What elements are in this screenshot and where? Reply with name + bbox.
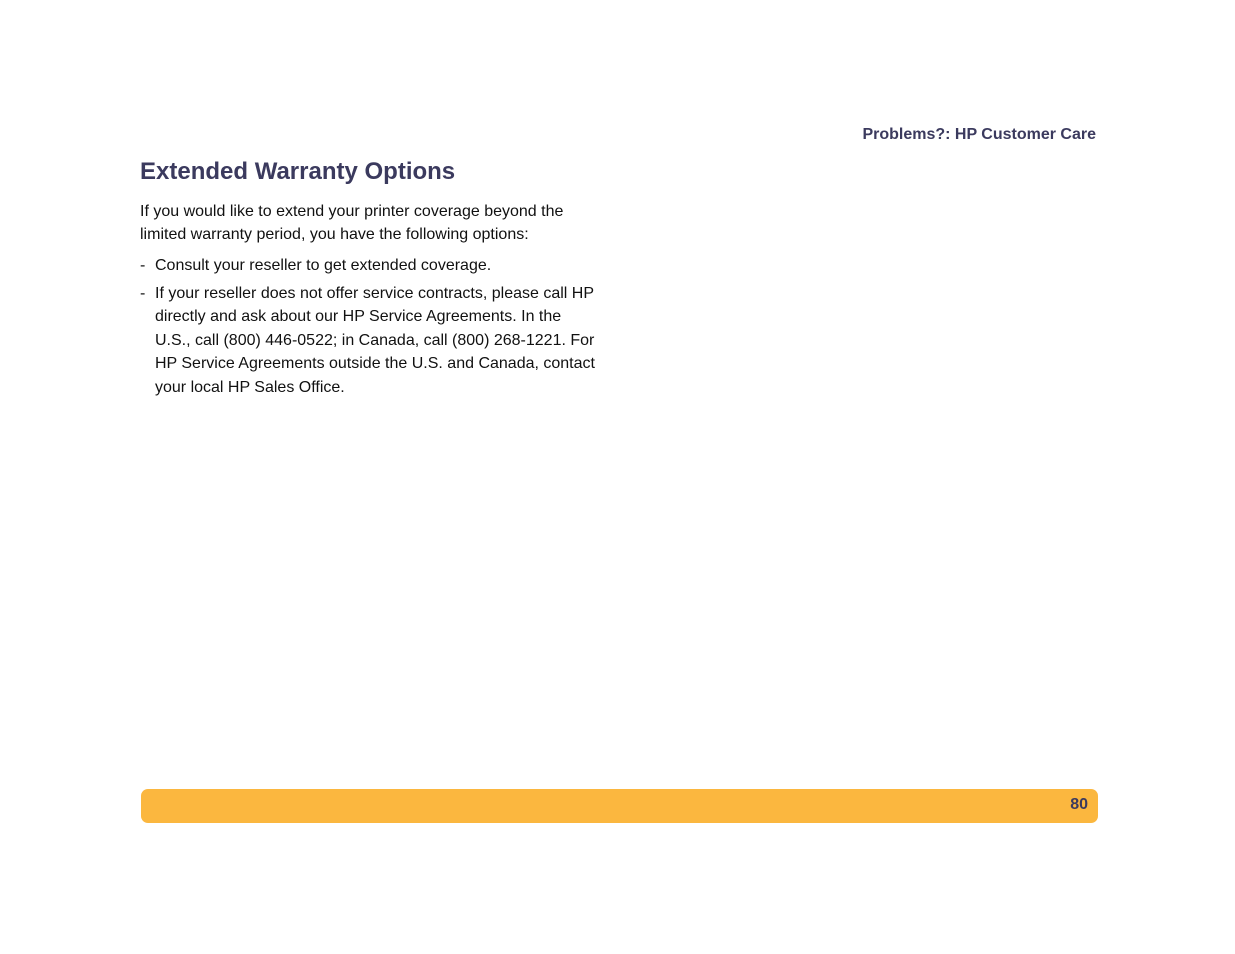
list-item — [140, 282, 595, 400]
list-item-text: Consult your reseller to get extended coverage. — [155, 257, 492, 274]
list-item — [140, 254, 595, 278]
list-item-text: If your reseller does not offer service contracts, please call HP directly and ask about our HP Service Agreements. In the U.S., call (800) 446-0522; in Canada, call (800) 268-1221. For HP Service Agreements outside the U.S. and Canada, contact your local HP Sales Office. — [155, 284, 595, 396]
options-list — [140, 254, 595, 399]
section-header: Problems?: HP Customer Care — [862, 126, 1096, 143]
footer-bar — [141, 789, 1098, 823]
page-number: 80 — [1070, 796, 1088, 813]
page-title: Extended Warranty Options — [140, 158, 456, 185]
bullet-marker: - — [140, 257, 146, 274]
main-content — [140, 156, 595, 403]
intro-paragraph: If you would like to extend your printer coverage beyond the limited warranty period, you have the following options: — [140, 203, 564, 243]
bullet-marker: - — [140, 284, 146, 302]
